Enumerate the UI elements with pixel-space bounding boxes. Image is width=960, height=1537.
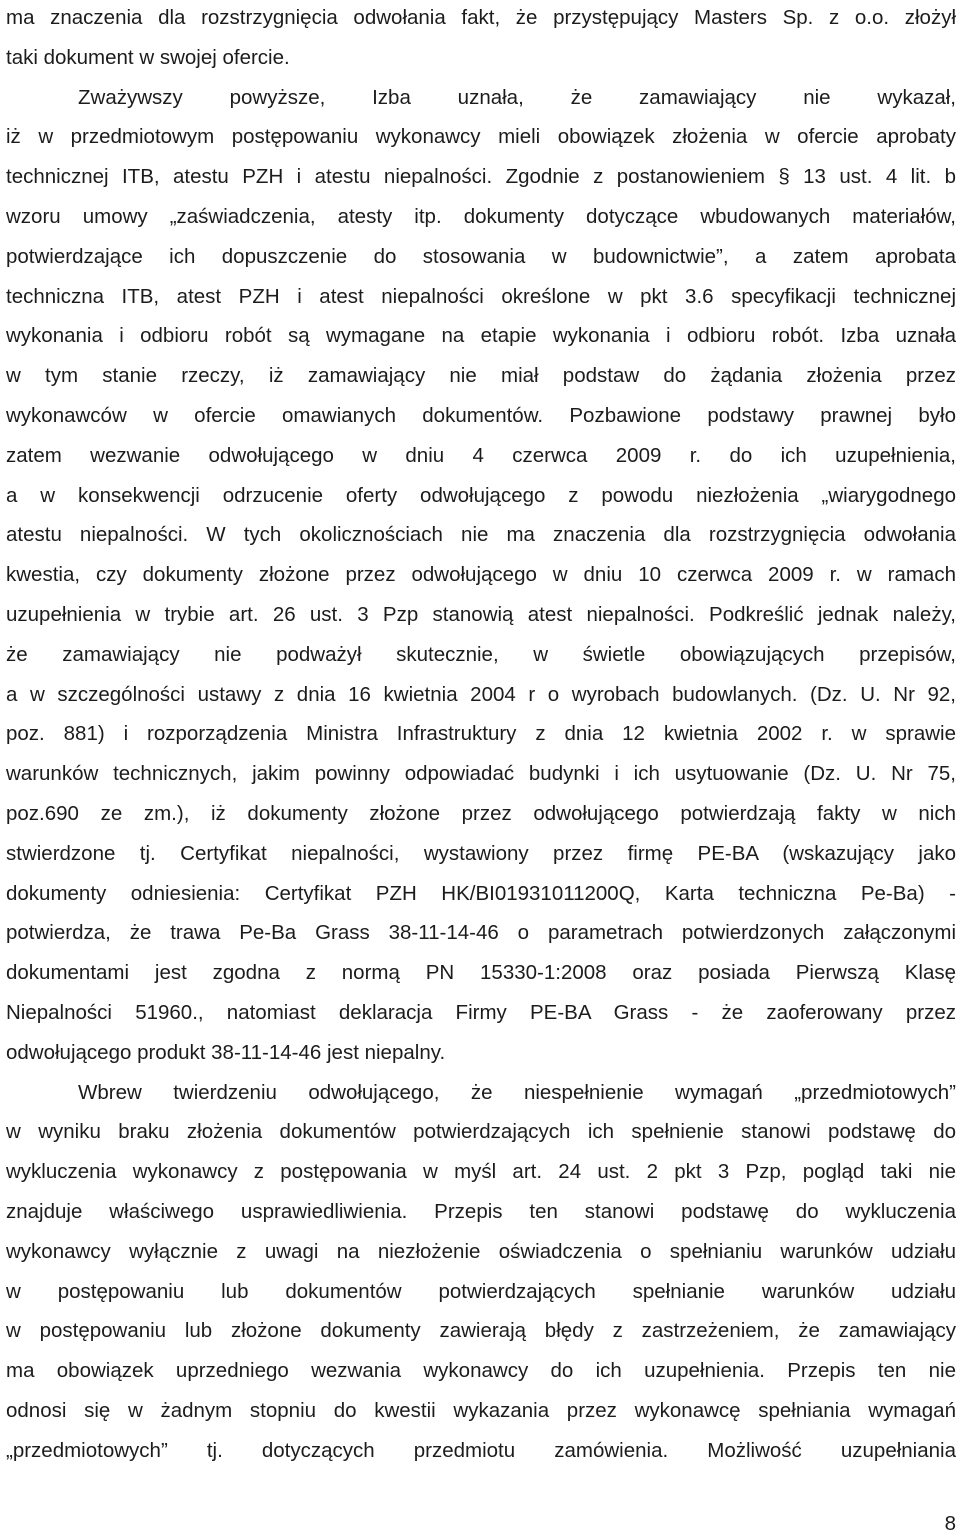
text-line: odwołującego produkt 38-11-14-46 jest niepalny. xyxy=(6,1040,446,1064)
text-line: Niepalności 51960., natomiast deklaracja Firmy PE-BA Grass - że zaoferowany przez xyxy=(6,1001,956,1024)
text-line: taki dokument w swojej ofercie. xyxy=(6,45,290,69)
text-line: dokumentami jest zgodna z normą PN 15330-1:2008 oraz posiada Pierwszą Klasę xyxy=(6,961,956,985)
text-line: potwierdza, że trawa Pe-Ba Grass 38-11-14-46 o parametrach potwierdzonych załączonymi xyxy=(6,921,956,945)
text-line: w wyniku braku złożenia dokumentów potwierdzających ich spełnienie stanowi podstawę do xyxy=(6,1120,956,1144)
text-line: ma znaczenia dla rozstrzygnięcia odwołania fakt, że przystępujący Masters Sp. z o.o. złożył xyxy=(6,6,956,29)
text-line: zatem wezwanie odwołującego w dniu 4 czerwca 2009 r. do ich uzupełnienia, xyxy=(6,443,956,467)
text-line: uzupełnienia w trybie art. 26 ust. 3 Pzp stanowią atest niepalności. Podkreślić jednak należy, xyxy=(6,603,956,626)
text-line: odnosi się w żadnym stopniu do kwestii wykazania przez wykonawcę spełniania wymagań xyxy=(6,1399,956,1422)
text-line: atestu niepalności. W tych okolicznościach nie ma znaczenia dla rozstrzygnięcia odwołania xyxy=(6,523,956,547)
text-line: poz. 881) i rozporządzenia Ministra Infrastruktury z dnia 12 kwietnia 2002 r. w sprawie xyxy=(6,722,956,746)
text-line: wzoru umowy „zaświadczenia, atesty itp. dokumenty dotyczące wbudowanych materiałów, xyxy=(6,205,956,228)
text-line: poz.690 ze zm.), iż dokumenty złożone przez odwołującego potwierdzają fakty w nich xyxy=(6,802,956,825)
text-line: w tym stanie rzeczy, iż zamawiający nie miał podstaw do żądania złożenia przez xyxy=(6,364,956,388)
text-line: w postępowaniu lub złożone dokumenty zawierają błędy z zastrzeżeniem, że zamawiający xyxy=(6,1319,956,1343)
text-line: w postępowaniu lub dokumentów potwierdzających spełnianie warunków udziału xyxy=(6,1279,956,1303)
text-line: znajduje właściwego usprawiedliwienia. Przepis ten stanowi podstawę do wykluczenia xyxy=(6,1200,956,1223)
text-line: kwestia, czy dokumenty złożone przez odwołującego w dniu 10 czerwca 2009 r. w ramach xyxy=(6,563,956,587)
text-line: warunków technicznych, jakim powinny odpowiadać budynki i ich usytuowanie (Dz. U. Nr 75, xyxy=(6,762,956,786)
text-line: potwierdzające ich dopuszczenie do stosowania w budownictwie”, a zatem aprobata xyxy=(6,244,956,268)
text-line: wykonania i odbioru robót są wymagane na etapie wykonania i odbioru robót. Izba uznała xyxy=(6,324,956,348)
text-line: dokumenty odniesienia: Certyfikat PZH HK/BI01931011200Q, Karta techniczna Pe-Ba) - xyxy=(6,881,956,905)
text-line: iż w przedmiotowym postępowaniu wykonawcy mieli obowiązek złożenia w ofercie aprobaty xyxy=(6,125,956,149)
text-line: techniczna ITB, atest PZH i atest niepalności określone w pkt 3.6 specyfikacji technicznej xyxy=(6,284,956,308)
text-line: Zważywszy powyższe, Izba uznała, że zamawiający nie wykazał, xyxy=(78,85,956,109)
text-line: a w szczególności ustawy z dnia 16 kwietnia 2004 r o wyrobach budowlanych. (Dz. U. Nr 92, xyxy=(6,682,956,706)
text-line: ma obowiązek uprzedniego wezwania wykonawcy do ich uzupełnienia. Przepis ten nie xyxy=(6,1359,956,1383)
text-line: że zamawiający nie podważył skutecznie, w świetle obowiązujących przepisów, xyxy=(6,642,956,666)
text-line: Wbrew twierdzeniu odwołującego, że niespełnienie wymagań „przedmiotowych” xyxy=(78,1080,956,1104)
text-line: technicznej ITB, atestu PZH i atestu niepalności. Zgodnie z postanowieniem § 13 ust. 4 lit. b xyxy=(6,165,956,189)
page-number: 8 xyxy=(944,1512,956,1535)
text-line: wykonawców w ofercie omawianych dokumentów. Pozbawione podstawy prawnej było xyxy=(6,404,956,427)
text-line: wykonawcy wyłącznie z uwagi na niezłożenie oświadczenia o spełnianiu warunków udziału xyxy=(6,1239,956,1263)
text-line: a w konsekwencji odrzucenie oferty odwołującego z powodu niezłożenia „wiarygodnego xyxy=(6,483,956,507)
text-line: stwierdzone tj. Certyfikat niepalności, wystawiony przez firmę PE-BA (wskazujący jako xyxy=(6,841,956,865)
text-line: „przedmiotowych” tj. dotyczących przedmiotu zamówienia. Możliwość uzupełniania xyxy=(6,1438,956,1462)
text-line: wykluczenia wykonawcy z postępowania w myśl art. 24 ust. 2 pkt 3 Pzp, pogląd taki nie xyxy=(6,1160,956,1184)
